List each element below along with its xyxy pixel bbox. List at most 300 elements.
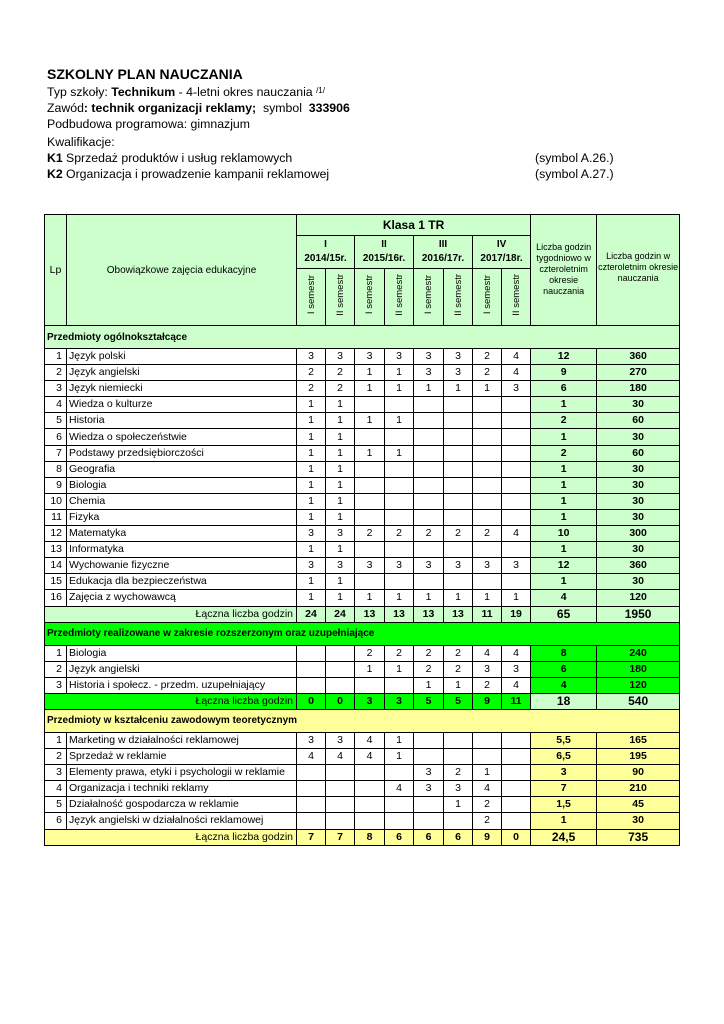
hours-cell: 4: [502, 526, 531, 542]
hours-cell: [444, 509, 473, 525]
hours-cell: [414, 413, 444, 429]
hours-cell: 3: [444, 365, 473, 381]
hours-cell: 2: [444, 645, 473, 661]
table-row: [45, 509, 680, 525]
hours-cell: 2: [414, 661, 444, 677]
year-roman: I: [324, 239, 327, 250]
semester-header: [502, 269, 531, 326]
row-number: 12: [45, 526, 67, 542]
sum-hours-cell: 9: [473, 829, 502, 845]
hours-cell: 1: [326, 461, 355, 477]
hours-cell: [326, 645, 355, 661]
hours-cell: 3: [297, 558, 326, 574]
sum-total: 1950: [597, 606, 680, 622]
symbol-value: 333906: [308, 100, 350, 115]
hours-cell: [297, 661, 326, 677]
hours-cell: [502, 477, 531, 493]
hours-cell: [414, 461, 444, 477]
sum-row: [45, 606, 680, 622]
hours-cell: [385, 542, 414, 558]
total-hours: 30: [597, 461, 680, 477]
hours-cell: [385, 509, 414, 525]
total-hours: 270: [597, 365, 680, 381]
hours-cell: 4: [355, 749, 385, 765]
hours-cell: [502, 813, 531, 829]
sum-label: Łączna liczba godzin: [45, 693, 297, 709]
qualification-row: [47, 167, 687, 183]
hours-cell: 1: [297, 542, 326, 558]
hours-cell: 1: [297, 429, 326, 445]
hours-cell: [473, 461, 502, 477]
qualification-symbol: (symbol A.27.): [535, 166, 614, 181]
sum-hours-cell: 3: [385, 693, 414, 709]
hours-cell: [297, 781, 326, 797]
hours-cell: [355, 677, 385, 693]
hours-cell: 4: [473, 645, 502, 661]
hours-cell: [502, 509, 531, 525]
sum-hours-cell: 11: [473, 606, 502, 622]
hours-cell: 1: [502, 590, 531, 606]
page-title: SZKOLNY PLAN NAUCZANIA: [47, 66, 243, 82]
hours-cell: 1: [297, 477, 326, 493]
hours-cell: 2: [326, 365, 355, 381]
weekly-hours: 4: [531, 590, 597, 606]
semester-header: [326, 269, 355, 326]
hours-cell: 2: [385, 526, 414, 542]
hours-cell: 1: [414, 590, 444, 606]
hours-cell: [414, 509, 444, 525]
hours-cell: [297, 813, 326, 829]
row-number: 1: [45, 645, 67, 661]
subject-name: Matematyka: [67, 526, 297, 542]
hours-cell: [297, 677, 326, 693]
hours-cell: [297, 797, 326, 813]
hours-cell: 1: [444, 797, 473, 813]
hours-cell: 1: [473, 381, 502, 397]
total-hours: 180: [597, 661, 680, 677]
weekly-hours: 1: [531, 813, 597, 829]
hours-cell: [385, 493, 414, 509]
section-title: Przedmioty ogólnokształcące: [45, 326, 680, 349]
row-number: 4: [45, 397, 67, 413]
hours-cell: [473, 749, 502, 765]
subject-name: Język angielski: [67, 661, 297, 677]
hours-cell: [502, 493, 531, 509]
hours-cell: [297, 765, 326, 781]
table-row: [45, 732, 680, 748]
hours-cell: 1: [326, 429, 355, 445]
hours-cell: 2: [297, 381, 326, 397]
hours-cell: [326, 797, 355, 813]
hours-cell: 3: [444, 781, 473, 797]
subject-name: Historia: [67, 413, 297, 429]
table-row: [45, 413, 680, 429]
row-number: 6: [45, 813, 67, 829]
subject-name: Edukacja dla bezpieczeństwa: [67, 574, 297, 590]
semester-header: [414, 269, 444, 326]
total-hours: 360: [597, 349, 680, 365]
hours-cell: 1: [414, 381, 444, 397]
subject-name: Organizacja i techniki reklamy: [67, 781, 297, 797]
weekly-hours: 7: [531, 781, 597, 797]
total-hours: 30: [597, 477, 680, 493]
total-hours-header: Liczba godzin w czteroletnim okresie nauczania: [597, 215, 680, 326]
hours-cell: 1: [326, 397, 355, 413]
hours-cell: 3: [385, 558, 414, 574]
hours-cell: 1: [297, 445, 326, 461]
hours-cell: 2: [473, 677, 502, 693]
hours-cell: [385, 574, 414, 590]
hours-cell: 2: [444, 526, 473, 542]
weekly-hours: 2: [531, 445, 597, 461]
hours-cell: [355, 813, 385, 829]
hours-cell: 1: [385, 413, 414, 429]
year-header: [414, 236, 473, 269]
hours-cell: 3: [473, 661, 502, 677]
row-number: 10: [45, 493, 67, 509]
table-row: [45, 677, 680, 693]
hours-cell: 3: [502, 381, 531, 397]
total-hours: 360: [597, 558, 680, 574]
hours-cell: 1: [473, 765, 502, 781]
semester-header: [355, 269, 385, 326]
hours-cell: 4: [473, 781, 502, 797]
weekly-hours: 4: [531, 677, 597, 693]
row-number: 7: [45, 445, 67, 461]
table-row: [45, 493, 680, 509]
hours-cell: [473, 413, 502, 429]
row-number: 3: [45, 765, 67, 781]
sum-hours-cell: 19: [502, 606, 531, 622]
sum-hours-cell: 7: [326, 829, 355, 845]
hours-cell: 1: [326, 509, 355, 525]
subject-name: Wychowanie fizyczne: [67, 558, 297, 574]
hours-cell: 2: [473, 797, 502, 813]
hours-cell: [444, 749, 473, 765]
subject-name: Elementy prawa, etyki i psychologii w reklamie: [67, 765, 297, 781]
hours-cell: [414, 445, 444, 461]
hours-cell: [502, 429, 531, 445]
table-row: [45, 526, 680, 542]
hours-cell: [502, 797, 531, 813]
table-row: [45, 749, 680, 765]
hours-cell: [385, 397, 414, 413]
total-hours: 90: [597, 765, 680, 781]
weekly-hours: 1: [531, 429, 597, 445]
total-hours: 30: [597, 574, 680, 590]
hours-cell: 3: [444, 558, 473, 574]
semester-label: I semestr: [481, 275, 493, 315]
hours-cell: 1: [297, 413, 326, 429]
hours-cell: [444, 813, 473, 829]
hours-cell: 3: [355, 558, 385, 574]
hours-cell: [355, 781, 385, 797]
table-row: [45, 461, 680, 477]
hours-cell: 3: [502, 558, 531, 574]
row-number: 3: [45, 677, 67, 693]
hours-cell: [355, 542, 385, 558]
hours-cell: 3: [326, 526, 355, 542]
hours-cell: 3: [297, 732, 326, 748]
row-number: 16: [45, 590, 67, 606]
hours-cell: 3: [355, 349, 385, 365]
hours-cell: 1: [297, 461, 326, 477]
row-number: 2: [45, 661, 67, 677]
hours-cell: 2: [326, 381, 355, 397]
hours-cell: 2: [473, 365, 502, 381]
sum-hours-cell: 24: [297, 606, 326, 622]
hours-cell: 3: [326, 558, 355, 574]
hours-cell: [385, 797, 414, 813]
hours-cell: [502, 765, 531, 781]
row-number: 5: [45, 797, 67, 813]
lp-header: Lp: [45, 215, 67, 326]
qualification-code: K1: [47, 151, 63, 166]
row-number: 2: [45, 365, 67, 381]
subject-name: Podstawy przedsiębiorczości: [67, 445, 297, 461]
year-period: 2017/18r.: [480, 253, 523, 264]
hours-cell: [385, 429, 414, 445]
hours-cell: [502, 781, 531, 797]
hours-cell: 1: [444, 381, 473, 397]
sum-weekly: 24,5: [531, 829, 597, 845]
sum-row: [45, 829, 680, 845]
hours-cell: 2: [444, 661, 473, 677]
hours-cell: [444, 477, 473, 493]
hours-cell: [355, 574, 385, 590]
curriculum-table: [44, 214, 680, 846]
section-title: Przedmioty realizowane w zakresie rozszerzonym oraz uzupełniające: [45, 622, 680, 645]
table-row: [45, 645, 680, 661]
semester-label: I semestr: [305, 275, 317, 315]
subject-name: Informatyka: [67, 542, 297, 558]
weekly-hours: 1: [531, 509, 597, 525]
weekly-hours: 1: [531, 574, 597, 590]
hours-cell: 1: [355, 590, 385, 606]
year-header: [473, 236, 531, 269]
sum-hours-cell: 0: [502, 829, 531, 845]
weekly-hours: 6: [531, 661, 597, 677]
hours-cell: [502, 542, 531, 558]
hours-cell: 1: [385, 381, 414, 397]
subject-name: Język niemiecki: [67, 381, 297, 397]
sum-hours-cell: 11: [502, 693, 531, 709]
sum-hours-cell: 13: [355, 606, 385, 622]
weekly-hours: 5,5: [531, 732, 597, 748]
school-type-rest: - 4-letni okres nauczania: [175, 85, 317, 99]
hours-cell: 3: [414, 765, 444, 781]
sum-hours-cell: 6: [414, 829, 444, 845]
hours-cell: 1: [355, 661, 385, 677]
footnote-marker: /1/: [316, 86, 325, 95]
total-hours: 195: [597, 749, 680, 765]
hours-cell: [502, 749, 531, 765]
row-number: 11: [45, 509, 67, 525]
total-hours: 30: [597, 493, 680, 509]
row-number: 3: [45, 381, 67, 397]
hours-cell: 3: [414, 558, 444, 574]
hours-cell: [326, 661, 355, 677]
total-hours: 300: [597, 526, 680, 542]
row-number: 15: [45, 574, 67, 590]
hours-cell: 3: [414, 349, 444, 365]
table-row: [45, 781, 680, 797]
table-row: [45, 574, 680, 590]
hours-cell: [444, 542, 473, 558]
semester-label: II semestr: [334, 274, 346, 316]
hours-cell: [444, 461, 473, 477]
year-roman: II: [381, 239, 387, 250]
semester-header: [473, 269, 502, 326]
hours-cell: [385, 461, 414, 477]
hours-cell: 1: [355, 381, 385, 397]
row-number: 13: [45, 542, 67, 558]
table-row: [45, 797, 680, 813]
sum-hours-cell: 13: [385, 606, 414, 622]
row-number: 9: [45, 477, 67, 493]
weekly-hours: 3: [531, 765, 597, 781]
profession-value: : technik organizacji reklamy;: [83, 100, 257, 115]
total-hours: 30: [597, 509, 680, 525]
total-hours: 60: [597, 413, 680, 429]
weekly-hours: 1: [531, 542, 597, 558]
subject-name: Zajęcia z wychowawcą: [67, 590, 297, 606]
row-number: 2: [45, 749, 67, 765]
subject-name: Chemia: [67, 493, 297, 509]
hours-cell: [326, 677, 355, 693]
hours-cell: 1: [326, 445, 355, 461]
sum-row: [45, 693, 680, 709]
weekly-hours: 6,5: [531, 749, 597, 765]
hours-cell: 1: [326, 574, 355, 590]
row-number: 5: [45, 413, 67, 429]
sum-hours-cell: 13: [444, 606, 473, 622]
hours-cell: 3: [414, 781, 444, 797]
sum-hours-cell: 3: [355, 693, 385, 709]
hours-cell: [355, 461, 385, 477]
sum-label: Łączna liczba godzin: [45, 606, 297, 622]
hours-cell: [414, 397, 444, 413]
hours-cell: [355, 765, 385, 781]
hours-cell: 1: [355, 365, 385, 381]
subject-name: Język polski: [67, 349, 297, 365]
subject-name: Geografia: [67, 461, 297, 477]
subject-name: Marketing w działalności reklamowej: [67, 732, 297, 748]
subject-name: Działalność gospodarcza w reklamie: [67, 797, 297, 813]
hours-cell: 3: [414, 365, 444, 381]
hours-cell: 1: [326, 477, 355, 493]
total-hours: 45: [597, 797, 680, 813]
hours-cell: 1: [326, 493, 355, 509]
total-hours: 30: [597, 813, 680, 829]
hours-cell: 4: [502, 645, 531, 661]
total-hours: 120: [597, 590, 680, 606]
semester-label: II semestr: [510, 274, 522, 316]
hours-cell: 1: [385, 365, 414, 381]
hours-cell: 3: [297, 526, 326, 542]
hours-cell: [414, 797, 444, 813]
hours-cell: 3: [297, 349, 326, 365]
hours-cell: [414, 542, 444, 558]
hours-cell: 1: [355, 413, 385, 429]
hours-cell: 2: [355, 645, 385, 661]
sum-hours-cell: 5: [444, 693, 473, 709]
hours-cell: [473, 493, 502, 509]
weekly-hours: 10: [531, 526, 597, 542]
sum-hours-cell: 6: [385, 829, 414, 845]
hours-cell: [473, 542, 502, 558]
hours-cell: 1: [297, 574, 326, 590]
row-number: 8: [45, 461, 67, 477]
semester-label: II semestr: [393, 274, 405, 316]
total-hours: 60: [597, 445, 680, 461]
subject-name: Biologia: [67, 645, 297, 661]
hours-cell: 4: [355, 732, 385, 748]
table-row: [45, 429, 680, 445]
hours-cell: [473, 429, 502, 445]
total-hours: 165: [597, 732, 680, 748]
row-number: 6: [45, 429, 67, 445]
year-period: 2014/15r.: [304, 253, 347, 264]
hours-cell: [385, 813, 414, 829]
hours-cell: 3: [444, 349, 473, 365]
section-header-row: [45, 326, 680, 349]
year-header: [297, 236, 355, 269]
hours-cell: 4: [502, 349, 531, 365]
hours-cell: [385, 477, 414, 493]
sum-hours-cell: 13: [414, 606, 444, 622]
hours-cell: [444, 445, 473, 461]
hours-cell: [444, 429, 473, 445]
table-row: [45, 349, 680, 365]
semester-label: I semestr: [364, 275, 375, 315]
sum-weekly: 18: [531, 693, 597, 709]
hours-cell: 1: [473, 590, 502, 606]
sum-hours-cell: 8: [355, 829, 385, 845]
hours-cell: [385, 765, 414, 781]
qualification-row: [47, 151, 687, 167]
hours-cell: [502, 445, 531, 461]
sum-hours-cell: 0: [326, 693, 355, 709]
hours-cell: [444, 732, 473, 748]
hours-cell: [414, 429, 444, 445]
hours-cell: [502, 574, 531, 590]
hours-cell: 1: [355, 445, 385, 461]
document-header: [47, 66, 687, 183]
total-hours: 30: [597, 429, 680, 445]
sum-total: 735: [597, 829, 680, 845]
hours-cell: 1: [385, 445, 414, 461]
hours-cell: [414, 749, 444, 765]
table-row: [45, 397, 680, 413]
weekly-hours: 12: [531, 558, 597, 574]
qualification-code: K2: [47, 166, 63, 181]
weekly-hours: 2: [531, 413, 597, 429]
table-row: [45, 765, 680, 781]
hours-cell: 3: [326, 349, 355, 365]
hours-cell: [444, 493, 473, 509]
year-period: 2015/16r.: [362, 253, 406, 264]
hours-cell: [355, 797, 385, 813]
hours-cell: 1: [297, 509, 326, 525]
hours-cell: 1: [297, 397, 326, 413]
row-number: 14: [45, 558, 67, 574]
program-base: Podbudowa programowa: gimnazjum: [47, 116, 251, 131]
table-row: [45, 542, 680, 558]
subject-name: Biologia: [67, 477, 297, 493]
hours-cell: 2: [414, 645, 444, 661]
hours-cell: [355, 477, 385, 493]
